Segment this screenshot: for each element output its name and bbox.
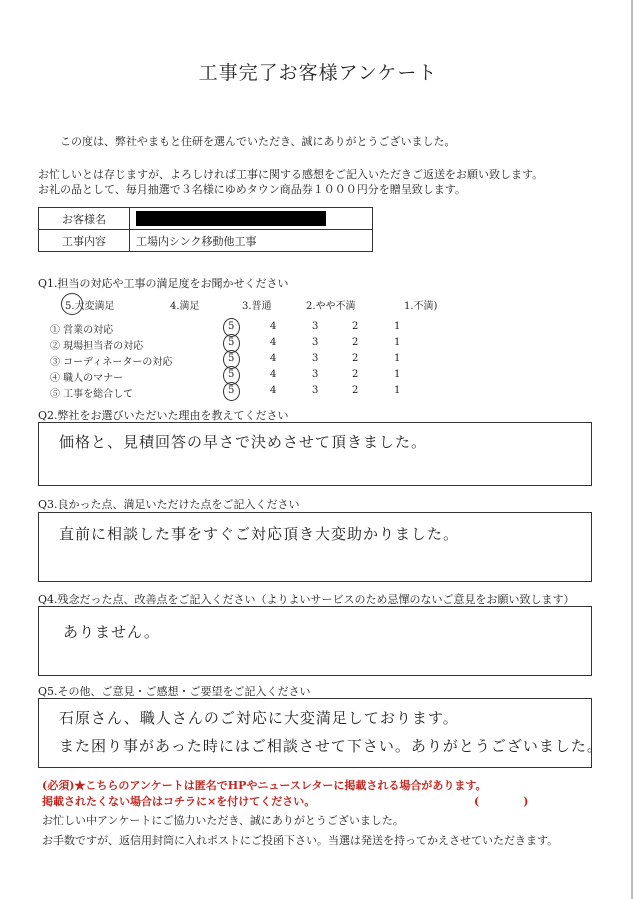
redaction-bar bbox=[136, 211, 326, 226]
q4-question: Q4.残念だった点、改善点をご記入ください（よりよいサービスのため忌憚のないご意見をお願い致します） bbox=[38, 593, 575, 606]
customer-name-label: お客様名 bbox=[39, 208, 130, 230]
q1-item-label: ③ コーディネーターの対応 bbox=[50, 357, 173, 368]
q5-question: Q5.その他、ご意見・ご感想・ご要望をご記入ください bbox=[38, 685, 311, 698]
q1-item-value: 3 bbox=[312, 353, 319, 364]
page-title: 工事完了お客様アンケート bbox=[198, 62, 438, 84]
q1-item-value: 1 bbox=[394, 369, 401, 380]
scale-1: 1.不満) bbox=[404, 301, 438, 312]
footer-instructions: お手数ですが、返信用封筒に入れポストにご投函下さい。当選は発送を持ってかえさせていただきます。 bbox=[42, 834, 559, 847]
intro-line-2: お忙しいとは存じますが、よろしければ工事に関する感想をご記入いただきご返送をお願い致します。 bbox=[38, 168, 544, 181]
q1-item-value: 1 bbox=[394, 337, 401, 348]
q1-item-value: 1 bbox=[394, 321, 401, 332]
q1-item-value: 4 bbox=[270, 369, 277, 380]
scale-circle-mark bbox=[61, 293, 83, 315]
scale-3: 3.普通 bbox=[242, 301, 272, 312]
q5-answer-box bbox=[38, 698, 603, 768]
q2-answer-text: 価格と、見積回答の早さで決めさせて頂きました。 bbox=[59, 433, 428, 451]
intro-line-1: この度は、弊社やまもと住研を選んでいただき、誠にありがとうございました。 bbox=[60, 135, 456, 148]
scale-5: 5.大変満足 bbox=[65, 301, 115, 312]
q1-item-value: 2 bbox=[352, 353, 359, 364]
work-content-label: 工事内容 bbox=[39, 230, 130, 252]
q1-item-value: 5 bbox=[228, 369, 235, 380]
q1-question: Q1.担当の対応や工事の満足度をお聞かせください bbox=[38, 277, 289, 290]
work-content-value: 工場内シンク移動他工事 bbox=[130, 230, 373, 252]
q3-answer-box bbox=[38, 512, 592, 582]
q1-item-value: 3 bbox=[312, 321, 319, 332]
q2-answer-box bbox=[38, 422, 592, 486]
q1-item-value: 1 bbox=[394, 353, 401, 364]
q1-item-value: 2 bbox=[352, 321, 359, 332]
q1-item-value: 2 bbox=[352, 385, 359, 396]
publication-optout: 掲載されたくない場合はコチラに×を付けてください。 bbox=[42, 795, 316, 808]
q1-item-value: 5 bbox=[228, 385, 235, 396]
q1-item-value: 3 bbox=[312, 369, 319, 380]
q1-item-value: 4 bbox=[270, 337, 277, 348]
scale-4: 4.満足 bbox=[170, 301, 200, 312]
q1-item-value: 5 bbox=[228, 337, 235, 348]
q3-answer-text: 直前に相談した事をすぐご対応頂き大変助かりました。 bbox=[59, 525, 460, 543]
q1-item-value: 2 bbox=[352, 337, 359, 348]
q4-answer-box bbox=[38, 606, 592, 676]
q4-answer-text: ありません。 bbox=[63, 623, 160, 641]
q1-item-value: 4 bbox=[270, 321, 277, 332]
q5-answer-line-1: 石原さん、職人さんのご対応に大変満足しております。 bbox=[59, 709, 459, 727]
q1-item-label: ⑤ 工事を総合して bbox=[50, 389, 134, 400]
scan-edge bbox=[631, 0, 633, 899]
q1-item-label: ④ 職人のマナー bbox=[50, 373, 124, 384]
q2-question: Q2.弊社をお選びいただいた理由を教えてください bbox=[38, 409, 289, 422]
q1-item-value: 3 bbox=[312, 385, 319, 396]
q1-item-label: ① 営業の対応 bbox=[50, 325, 114, 336]
selected-circle-mark bbox=[223, 382, 240, 401]
customer-info-table bbox=[38, 207, 373, 252]
optout-checkbox[interactable]: ( ) bbox=[474, 795, 529, 808]
q1-item-value: 4 bbox=[270, 353, 277, 364]
q5-answer-line-2: また困り事があった時にはご相談させて下さい。ありがとうございました。 bbox=[59, 737, 603, 755]
q1-item-value: 5 bbox=[228, 353, 235, 364]
customer-name-value bbox=[130, 208, 373, 230]
q1-item-value: 1 bbox=[394, 385, 401, 396]
publication-notice: (必須)★こちらのアンケートは匿名でHPやニュースレターに掲載される場合があります。 bbox=[42, 779, 487, 792]
q1-item-value: 5 bbox=[228, 321, 235, 332]
q1-item-value: 4 bbox=[270, 385, 277, 396]
q1-item-label: ② 現場担当者の対応 bbox=[50, 341, 144, 352]
intro-line-3: お礼の品として、毎月抽選で３名様にゆめタウン商品券１０００円分を贈呈致します。 bbox=[38, 183, 466, 196]
footer-thanks: お忙しい中アンケートにご協力いただき、誠にありがとうございました。 bbox=[42, 814, 404, 827]
scale-2: 2.やや不満 bbox=[306, 301, 356, 312]
q1-item-value: 3 bbox=[312, 337, 319, 348]
q3-question: Q3.良かった点、満足いただけた点をご記入ください bbox=[38, 498, 300, 511]
q1-item-value: 2 bbox=[352, 369, 359, 380]
